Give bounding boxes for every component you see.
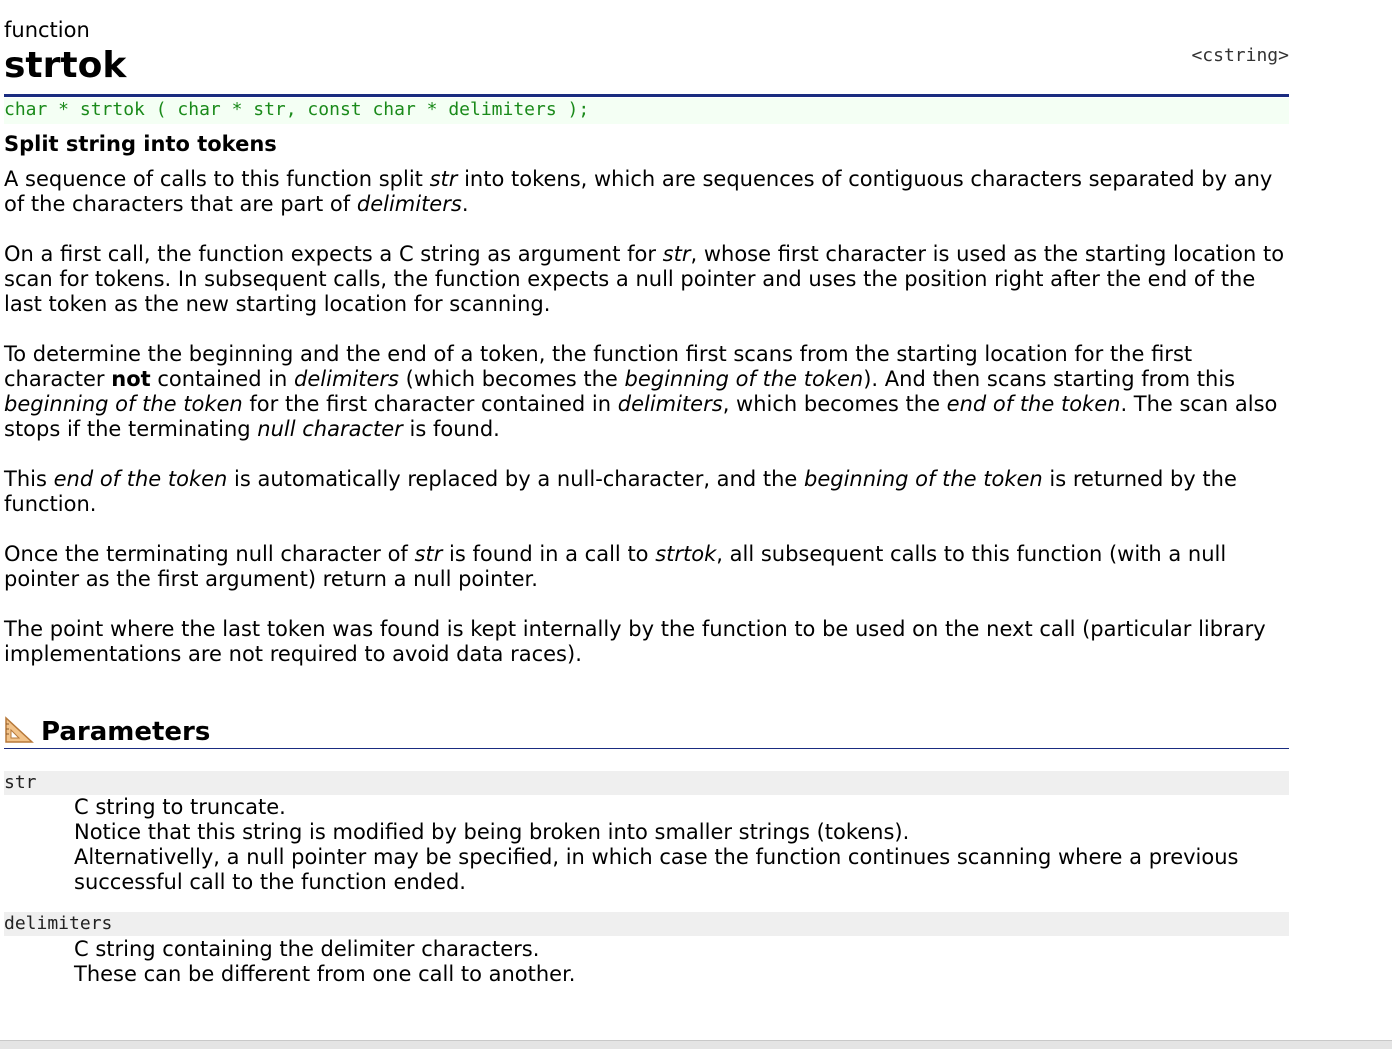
param-desc-line: C string containing the delimiter characters.	[74, 937, 540, 961]
set-square-icon	[4, 716, 34, 744]
description-paragraph: To determine the beginning and the end of a token, the function first scans from the starting location for the first character not contained in delimiters (which becomes the beginning of the token). And then scans starting from this beginning of the token for the first character contained in delimiters, which becomes the end of the token. The scan also stops if the terminating null character is found.	[4, 342, 1278, 441]
description-paragraph: A sequence of calls to this function split str into tokens, which are sequences of contiguous characters separated by any of the characters that are part of delimiters.	[4, 167, 1273, 216]
parameters-heading	[4, 714, 1289, 749]
function-prototype: char * strtok ( char * str, const char * delimiters );	[4, 98, 1289, 124]
param-desc-line: Notice that this string is modified by being broken into smaller strings (tokens).	[74, 820, 910, 844]
param-name-delimiters: delimiters	[4, 912, 1289, 936]
parameters-title: Parameters	[41, 717, 211, 747]
function-summary: Split string into tokens	[4, 132, 277, 156]
page-title: strtok	[4, 45, 127, 86]
header-file-link[interactable]: <cstring>	[1191, 45, 1289, 66]
description-paragraph: The point where the last token was found is kept internally by the function to be used on the next call (particular library implementations are not required to avoid data races).	[4, 617, 1266, 666]
description-paragraph: This end of the token is automatically replaced by a null-character, and the beginning of the token is returned by the function.	[4, 467, 1237, 516]
param-name-str: str	[4, 771, 1289, 795]
param-desc-line: Alternativelly, a null pointer may be specified, in which case the function continues scanning where a previous successful call to the function ended.	[74, 845, 1239, 894]
entry-kind: function	[4, 18, 90, 42]
param-desc-line: These can be different from one call to another.	[74, 962, 576, 986]
description-paragraph: Once the terminating null character of str is found in a call to strtok, all subsequent calls to this function (with a null pointer as the first argument) return a null pointer.	[4, 542, 1227, 591]
title-divider	[4, 94, 1289, 97]
description-paragraph: On a first call, the function expects a C string as argument for str, whose first character is used as the starting location to scan for tokens. In subsequent calls, the function expects a null pointer and uses the position right after the end of the last token as the new starting location for scanning.	[4, 242, 1285, 316]
description	[4, 167, 1289, 692]
param-desc-str	[74, 795, 1289, 895]
param-desc-delimiters	[74, 937, 1289, 987]
param-desc-line: C string to truncate.	[74, 795, 286, 819]
